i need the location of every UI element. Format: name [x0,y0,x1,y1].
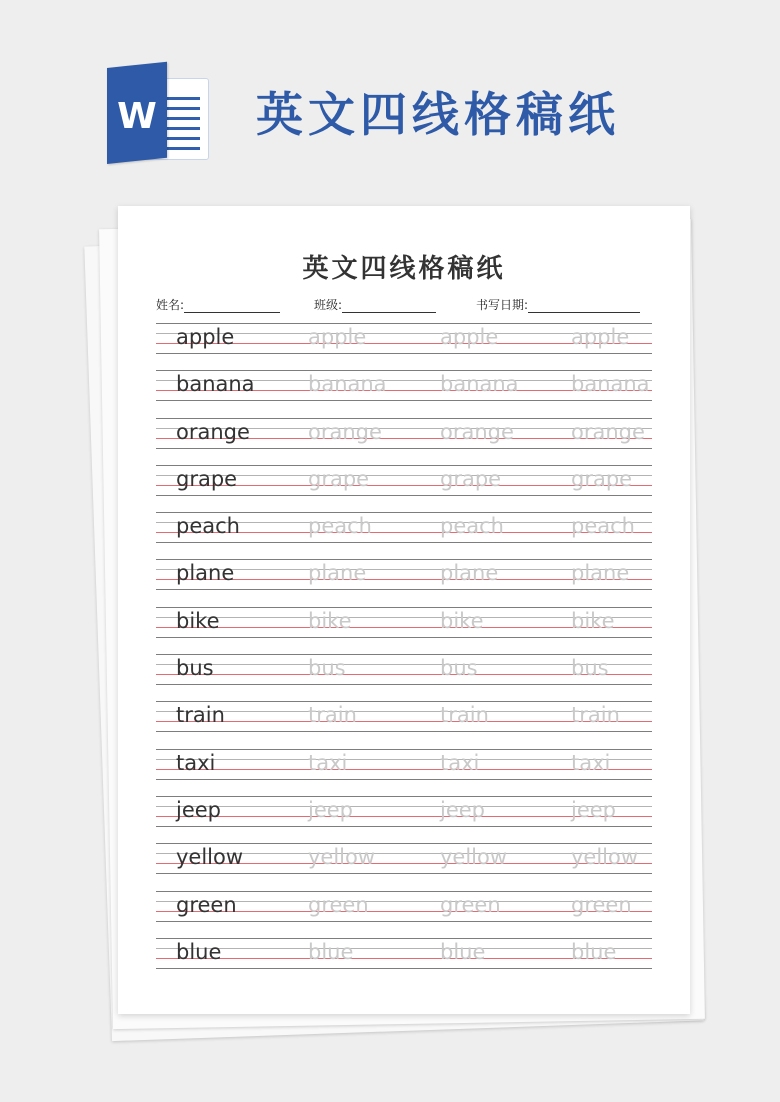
writing-row [156,512,652,559]
writing-row [156,749,652,796]
word-trace[interactable]: blue [440,939,486,964]
guide-line [156,495,652,496]
word-sample: blue [176,939,222,964]
guide-line [156,701,652,702]
word-trace[interactable]: apple [571,325,630,349]
word-trace[interactable]: green [440,892,501,917]
word-trace[interactable]: grape [440,466,502,491]
guide-line [156,512,652,513]
guide-line [156,607,652,608]
header-title: 英文四线格稿纸 [256,88,620,143]
word-trace[interactable]: yellow [571,845,639,870]
word-trace[interactable]: train [571,703,620,728]
word-trace[interactable]: orange [308,419,382,444]
word-sample: bus [176,656,214,681]
word-trace[interactable]: jeep [571,797,617,822]
word-trace[interactable]: peach [440,514,504,539]
word-trace[interactable]: train [308,703,357,728]
word-trace[interactable]: jeep [308,797,354,822]
guide-line [156,749,652,750]
word-trace[interactable]: train [440,703,489,728]
word-sample: apple [176,325,235,349]
guide-line [156,826,652,827]
word-trace[interactable]: bike [440,608,484,633]
word-trace[interactable]: plane [308,561,367,586]
writing-row [156,701,652,748]
word-sample: green [176,892,237,917]
guide-line [156,637,652,638]
word-trace[interactable]: grape [308,466,370,491]
date-blank[interactable] [528,300,640,313]
guide-line [156,843,652,844]
writing-row [156,891,652,938]
class-blank[interactable] [342,300,436,313]
word-trace[interactable]: bus [440,656,478,681]
writing-row [156,418,652,465]
word-trace[interactable]: bus [571,656,609,681]
word-trace[interactable]: peach [571,514,635,539]
guide-line [156,559,652,560]
guide-line [156,370,652,371]
four-line-rows [156,323,652,985]
word-trace[interactable]: orange [571,419,645,444]
word-trace[interactable]: taxi [440,750,480,775]
word-sample: banana [176,372,255,397]
writing-row [156,938,652,985]
word-trace[interactable]: banana [571,372,650,397]
writing-sheet [118,206,690,1014]
word-sample: train [176,703,225,728]
word-trace[interactable]: green [571,892,632,917]
word-trace[interactable]: jeep [440,797,486,822]
guide-line [156,400,652,401]
guide-line [156,968,652,969]
word-trace[interactable]: banana [308,372,387,397]
word-sample: grape [176,466,238,491]
word-sample: plane [176,561,235,586]
guide-line [156,796,652,797]
name-label: 姓名: [156,298,185,312]
guide-line [156,891,652,892]
word-sample: bike [176,608,220,633]
word-trace[interactable]: yellow [308,845,376,870]
writing-row [156,559,652,606]
guide-line [156,684,652,685]
word-trace[interactable]: taxi [308,750,348,775]
name-field[interactable] [156,296,280,313]
word-sample: orange [176,419,250,444]
date-label: 书写日期: [476,298,529,312]
guide-line [156,921,652,922]
word-trace[interactable]: yellow [440,845,508,870]
writing-row [156,465,652,512]
word-trace[interactable]: peach [308,514,372,539]
word-trace[interactable]: taxi [571,750,611,775]
page-header [0,0,780,200]
guide-line [156,448,652,449]
word-trace[interactable]: apple [440,325,499,349]
writing-row [156,843,652,890]
writing-row [156,370,652,417]
class-label: 班级: [314,298,343,312]
guide-line [156,779,652,780]
word-sample: jeep [176,797,222,822]
guide-line [156,873,652,874]
guide-line [156,731,652,732]
word-trace[interactable]: grape [571,466,633,491]
guide-line [156,418,652,419]
guide-line [156,589,652,590]
word-trace[interactable]: blue [571,939,617,964]
word-trace[interactable]: green [308,892,369,917]
date-field[interactable] [476,296,640,313]
writing-row [156,654,652,701]
word-logo-icon [107,68,209,164]
word-trace[interactable]: bike [571,608,615,633]
guide-line [156,654,652,655]
writing-row [156,796,652,843]
word-trace[interactable]: plane [440,561,499,586]
guide-line [156,353,652,354]
guide-line [156,938,652,939]
writing-row [156,323,652,370]
word-trace[interactable]: blue [308,939,354,964]
word-trace[interactable]: bike [308,608,352,633]
word-trace[interactable]: plane [571,561,630,586]
word-sample: taxi [176,750,216,775]
word-trace[interactable]: orange [440,419,514,444]
class-field[interactable] [314,296,436,313]
word-sample: peach [176,514,240,539]
word-sample: yellow [176,845,244,870]
word-trace[interactable]: apple [308,325,367,349]
word-trace[interactable]: banana [440,372,519,397]
writing-row [156,607,652,654]
guide-line [156,465,652,466]
sheet-title: 英文四线格稿纸 [302,254,506,284]
guide-line [156,542,652,543]
word-logo-letter: W [117,96,157,137]
word-trace[interactable]: bus [308,656,346,681]
guide-line [156,323,652,324]
name-blank[interactable] [184,300,280,313]
